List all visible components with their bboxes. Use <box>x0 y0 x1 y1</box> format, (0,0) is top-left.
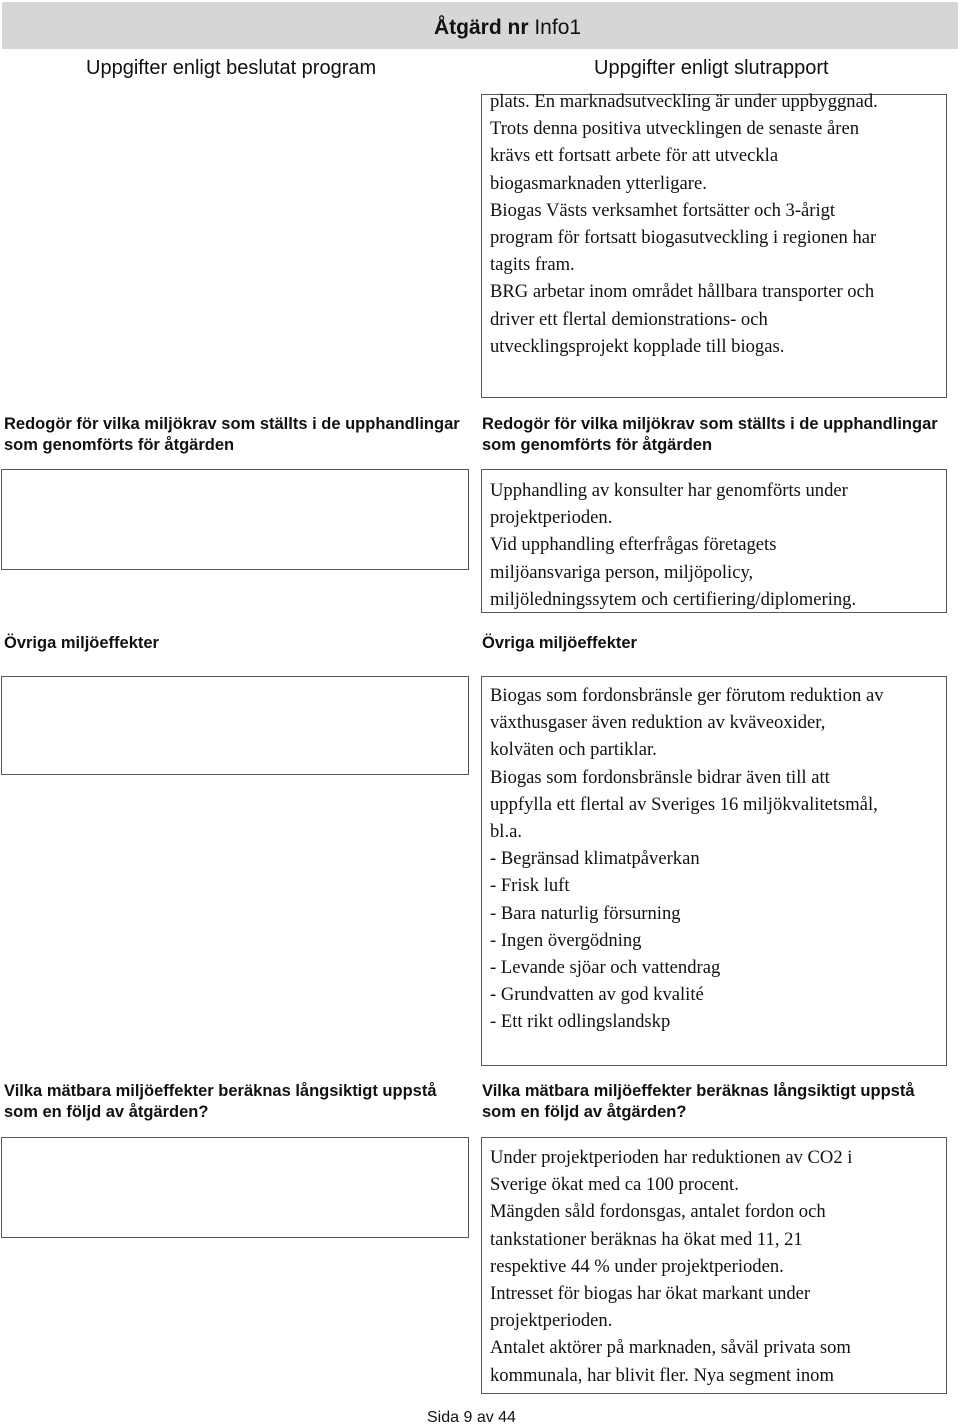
left-column-heading: Uppgifter enligt beslutat program <box>86 57 377 79</box>
measurable-effects-label-right: Vilka mätbara miljöeffekter beräknas långsiktigt uppstå som en följd av åtgärden? <box>482 1082 915 1121</box>
page-number: Sida 9 av 44 <box>427 1409 516 1426</box>
procurement-requirements-label-left: Redogör för vilka miljökrav som ställts i de upphandlingar som genomförts för åtgärden <box>4 415 460 454</box>
action-number-label: Åtgärd nr <box>434 16 529 39</box>
procurement-requirements-text: Upphandling av konsulter har genomförts under projektperioden. Vid upphandling efterfrågas företagets miljöansvariga person, miljöpolicy, miljöledningssytem och certifiering/diplomering. <box>490 480 857 610</box>
measurable-effects-label-left: Vilka mätbara miljöeffekter beräknas långsiktigt uppstå som en följd av åtgärden? <box>4 1082 437 1121</box>
top-report-text: plats. En marknadsutveckling är under uppbyggnad. Trots denna positiva utvecklingen de senaste åren krävs ett fortsatt arbete för att utveckla biogasmarknaden ytterligare. Biogas Västs verksamhet fortsätter och 3-årigt program för fortsatt biogasutveckling i regionen har tagits fram. BRG arbetar inom området hållbara transporter och driver ett flertal demionstrations- och utvecklingsprojekt kopplade till biogas. <box>490 91 878 357</box>
header-bar <box>2 2 958 49</box>
right-column-heading: Uppgifter enligt slutrapport <box>594 57 829 79</box>
other-effects-label-right: Övriga miljöeffekter <box>482 634 637 652</box>
other-effects-box-left <box>1 676 469 775</box>
other-effects-text: Biogas som fordonsbränsle ger förutom reduktion av växthusgaser även reduktion av kväveoxider, kolväten och partiklar. Biogas som fordonsbränsle bidrar även till att uppfylla ett flertal av Sveriges 16 miljökvalitetsmål, bl.a. - Begränsad klimatpåverkan - Frisk luft - Bara naturlig försurning - Ingen övergödning - Levande sjöar och vattendrag - Grundvatten av god kvalité - Ett rikt odlingslandskp <box>490 685 884 1033</box>
measurable-effects-box-left <box>1 1137 469 1238</box>
action-number-title <box>434 16 581 40</box>
procurement-requirements-label-right: Redogör för vilka miljökrav som ställts i de upphandlingar som genomförts för åtgärden <box>482 415 938 454</box>
procurement-requirements-box-left <box>1 469 469 570</box>
other-effects-label-left: Övriga miljöeffekter <box>4 634 159 652</box>
action-number-value: Info1 <box>534 16 582 39</box>
measurable-effects-text: Under projektperioden har reduktionen av CO2 i Sverige ökat med ca 100 procent. Mängden såld fordonsgas, antalet fordon och tankstationer beräknas ha ökat med 11, 21 respektive 44 % under projektperioden. Intresset för biogas har ökat markant under projektperioden. Antalet aktörer på marknaden, såväl privata som kommunala, har blivit fler. Nya segment inom <box>490 1147 853 1386</box>
